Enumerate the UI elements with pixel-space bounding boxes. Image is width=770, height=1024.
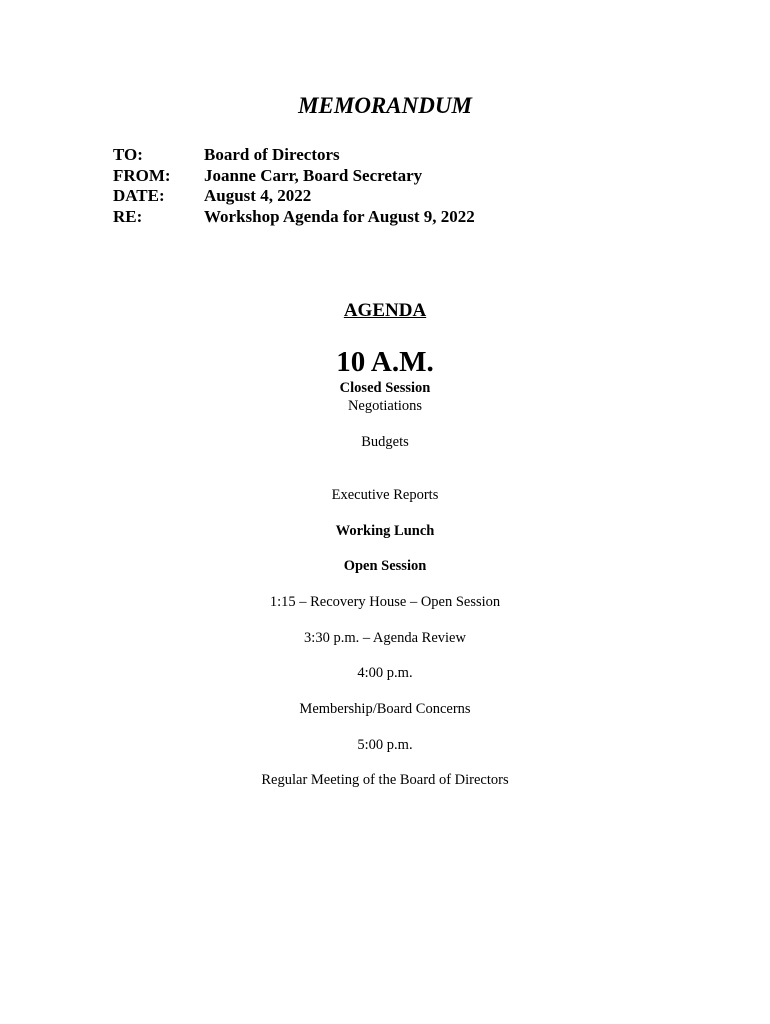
memo-from-value: Joanne Carr, Board Secretary: [204, 165, 423, 185]
agenda-item-closed-session: Closed Session: [339, 380, 431, 396]
memo-from-label: FROM:: [113, 165, 171, 185]
memo-to-value: Board of Directors: [204, 145, 340, 164]
agenda-item-membership-board-concerns: Membership/Board Concerns: [299, 701, 471, 717]
memo-re-row: [113, 207, 475, 228]
memo-header: [113, 145, 475, 227]
memo-re-label: RE:: [113, 206, 143, 226]
agenda-heading: AGENDA: [343, 300, 427, 321]
agenda-item-open-session: Open Session: [343, 558, 427, 574]
agenda-item-executive-reports: Executive Reports: [331, 487, 439, 503]
agenda-item-budgets: Budgets: [361, 434, 409, 450]
memo-date-label: DATE:: [113, 186, 165, 205]
memo-date-row: [113, 186, 475, 207]
agenda-start-time: 10 A.M.: [336, 346, 434, 378]
agenda-item-recovery-house: 1:15 – Recovery House – Open Session: [269, 594, 501, 610]
agenda-item-negotiations: Negotiations: [347, 398, 423, 414]
agenda-item-agenda-review: 3:30 p.m. – Agenda Review: [304, 630, 466, 646]
memo-re-value: Workshop Agenda for August 9, 2022: [204, 206, 475, 226]
agenda-item-5pm: 5:00 p.m.: [357, 737, 413, 753]
memo-to-row: [113, 145, 475, 166]
memo-to-label: TO:: [113, 145, 143, 164]
agenda-item-working-lunch: Working Lunch: [335, 523, 435, 539]
memo-date-value: August 4, 2022: [204, 186, 312, 205]
memo-title: MEMORANDUM: [298, 93, 472, 118]
agenda-item-4pm: 4:00 p.m.: [357, 665, 413, 681]
agenda-item-regular-meeting: Regular Meeting of the Board of Directors: [261, 772, 509, 788]
memo-from-row: [113, 166, 475, 187]
